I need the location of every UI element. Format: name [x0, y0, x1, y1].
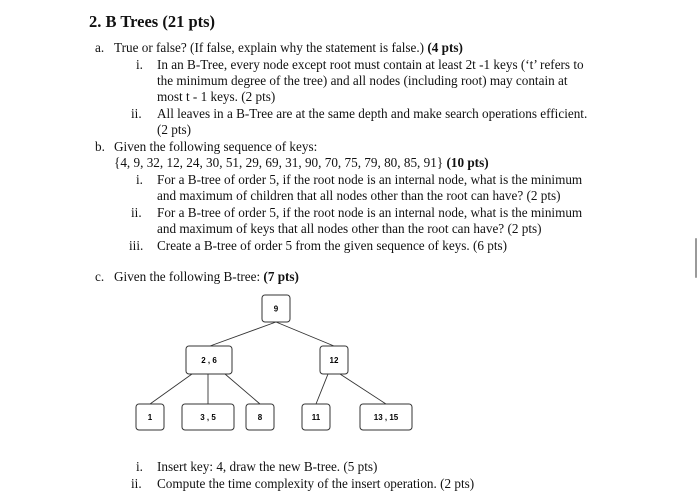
internal-node-left	[186, 346, 232, 374]
internal-right-keys: 12	[329, 356, 339, 365]
edge-left-leaf3	[225, 374, 260, 404]
leaf-node-2	[182, 404, 234, 430]
part-b-keys: {4, 9, 32, 12, 24, 30, 51, 29, 69, 31, 90, 70, 75, 79, 80, 85, 91} (10 pts)	[114, 155, 489, 170]
a-i-line-1: In an B-Tree, every node except root must contain at least 2t -1 keys (‘t’ refers to	[157, 57, 584, 72]
c-ii-line-1: Compute the time complexity of the insert operation. (2 pts)	[157, 476, 475, 491]
internal-left-keys: 2 , 6	[201, 356, 217, 365]
part-b-prompt: Given the following sequence of keys:	[114, 139, 318, 154]
b-iii-number: iii.	[129, 238, 144, 253]
edge-right-leaf5	[340, 374, 386, 404]
scrollbar-thumb[interactable]	[695, 238, 697, 278]
leaf-4-keys: 11	[311, 413, 321, 422]
a-i-line-2: the minimum degree of the tree) and all nodes (including root) may contain at	[157, 73, 568, 88]
part-c-prompt: Given the following B-tree: (7 pts)	[114, 269, 299, 284]
c-i-number: i.	[136, 459, 143, 474]
leaf-3-keys: 8	[257, 413, 263, 422]
root-key: 9	[273, 304, 279, 314]
c-i-line-1: Insert key: 4, draw the new B-tree. (5 pts)	[157, 459, 378, 474]
b-i-line-2: and maximum of children that all nodes other than the root can have? (2 pts)	[157, 188, 561, 203]
part-b-label: b.	[95, 139, 105, 154]
part-a-prompt: True or false? (If false, explain why the statement is false.) (4 pts)	[114, 40, 463, 55]
a-ii-number: ii.	[131, 106, 142, 121]
b-ii-number: ii.	[131, 205, 142, 220]
leaf-node-5	[360, 404, 412, 430]
b-ii-line-2: and maximum of keys that all nodes other than the root can have? (2 pts)	[157, 221, 542, 236]
edge-root-left	[210, 322, 276, 346]
part-c-label: c.	[95, 269, 105, 284]
internal-node-right	[320, 346, 348, 374]
b-ii-line-1: For a B-tree of order 5, if the root node is an internal node, what is the minimum	[157, 205, 583, 220]
leaf-2-keys: 3 , 5	[200, 413, 216, 422]
part-a-label: a.	[95, 40, 105, 55]
leaf-node-1	[136, 404, 164, 430]
tree-edges	[150, 322, 386, 404]
a-ii-line-1: All leaves in a B-Tree are at the same depth and make search operations efficient.	[157, 106, 588, 121]
a-ii-line-2: (2 pts)	[157, 122, 192, 137]
question-title: 2. B Trees (21 pts)	[89, 12, 216, 31]
edge-right-leaf4	[316, 374, 328, 404]
a-i-line-3: most t - 1 keys. (2 pts)	[157, 89, 276, 104]
edge-left-leaf1	[150, 374, 192, 404]
leaf-node-4	[302, 404, 330, 430]
leaf-1-keys: 1	[147, 413, 153, 422]
root-node	[262, 295, 290, 322]
b-i-line-1: For a B-tree of order 5, if the root node is an internal node, what is the minimum	[157, 172, 583, 187]
leaf-5-keys: 13 , 15	[373, 413, 399, 422]
c-ii-number: ii.	[131, 476, 142, 491]
edge-root-right	[276, 322, 334, 346]
b-i-number: i.	[136, 172, 143, 187]
b-iii-line-1: Create a B-tree of order 5 from the given sequence of keys. (6 pts)	[157, 238, 508, 253]
a-i-number: i.	[136, 57, 143, 72]
leaf-node-3	[246, 404, 274, 430]
